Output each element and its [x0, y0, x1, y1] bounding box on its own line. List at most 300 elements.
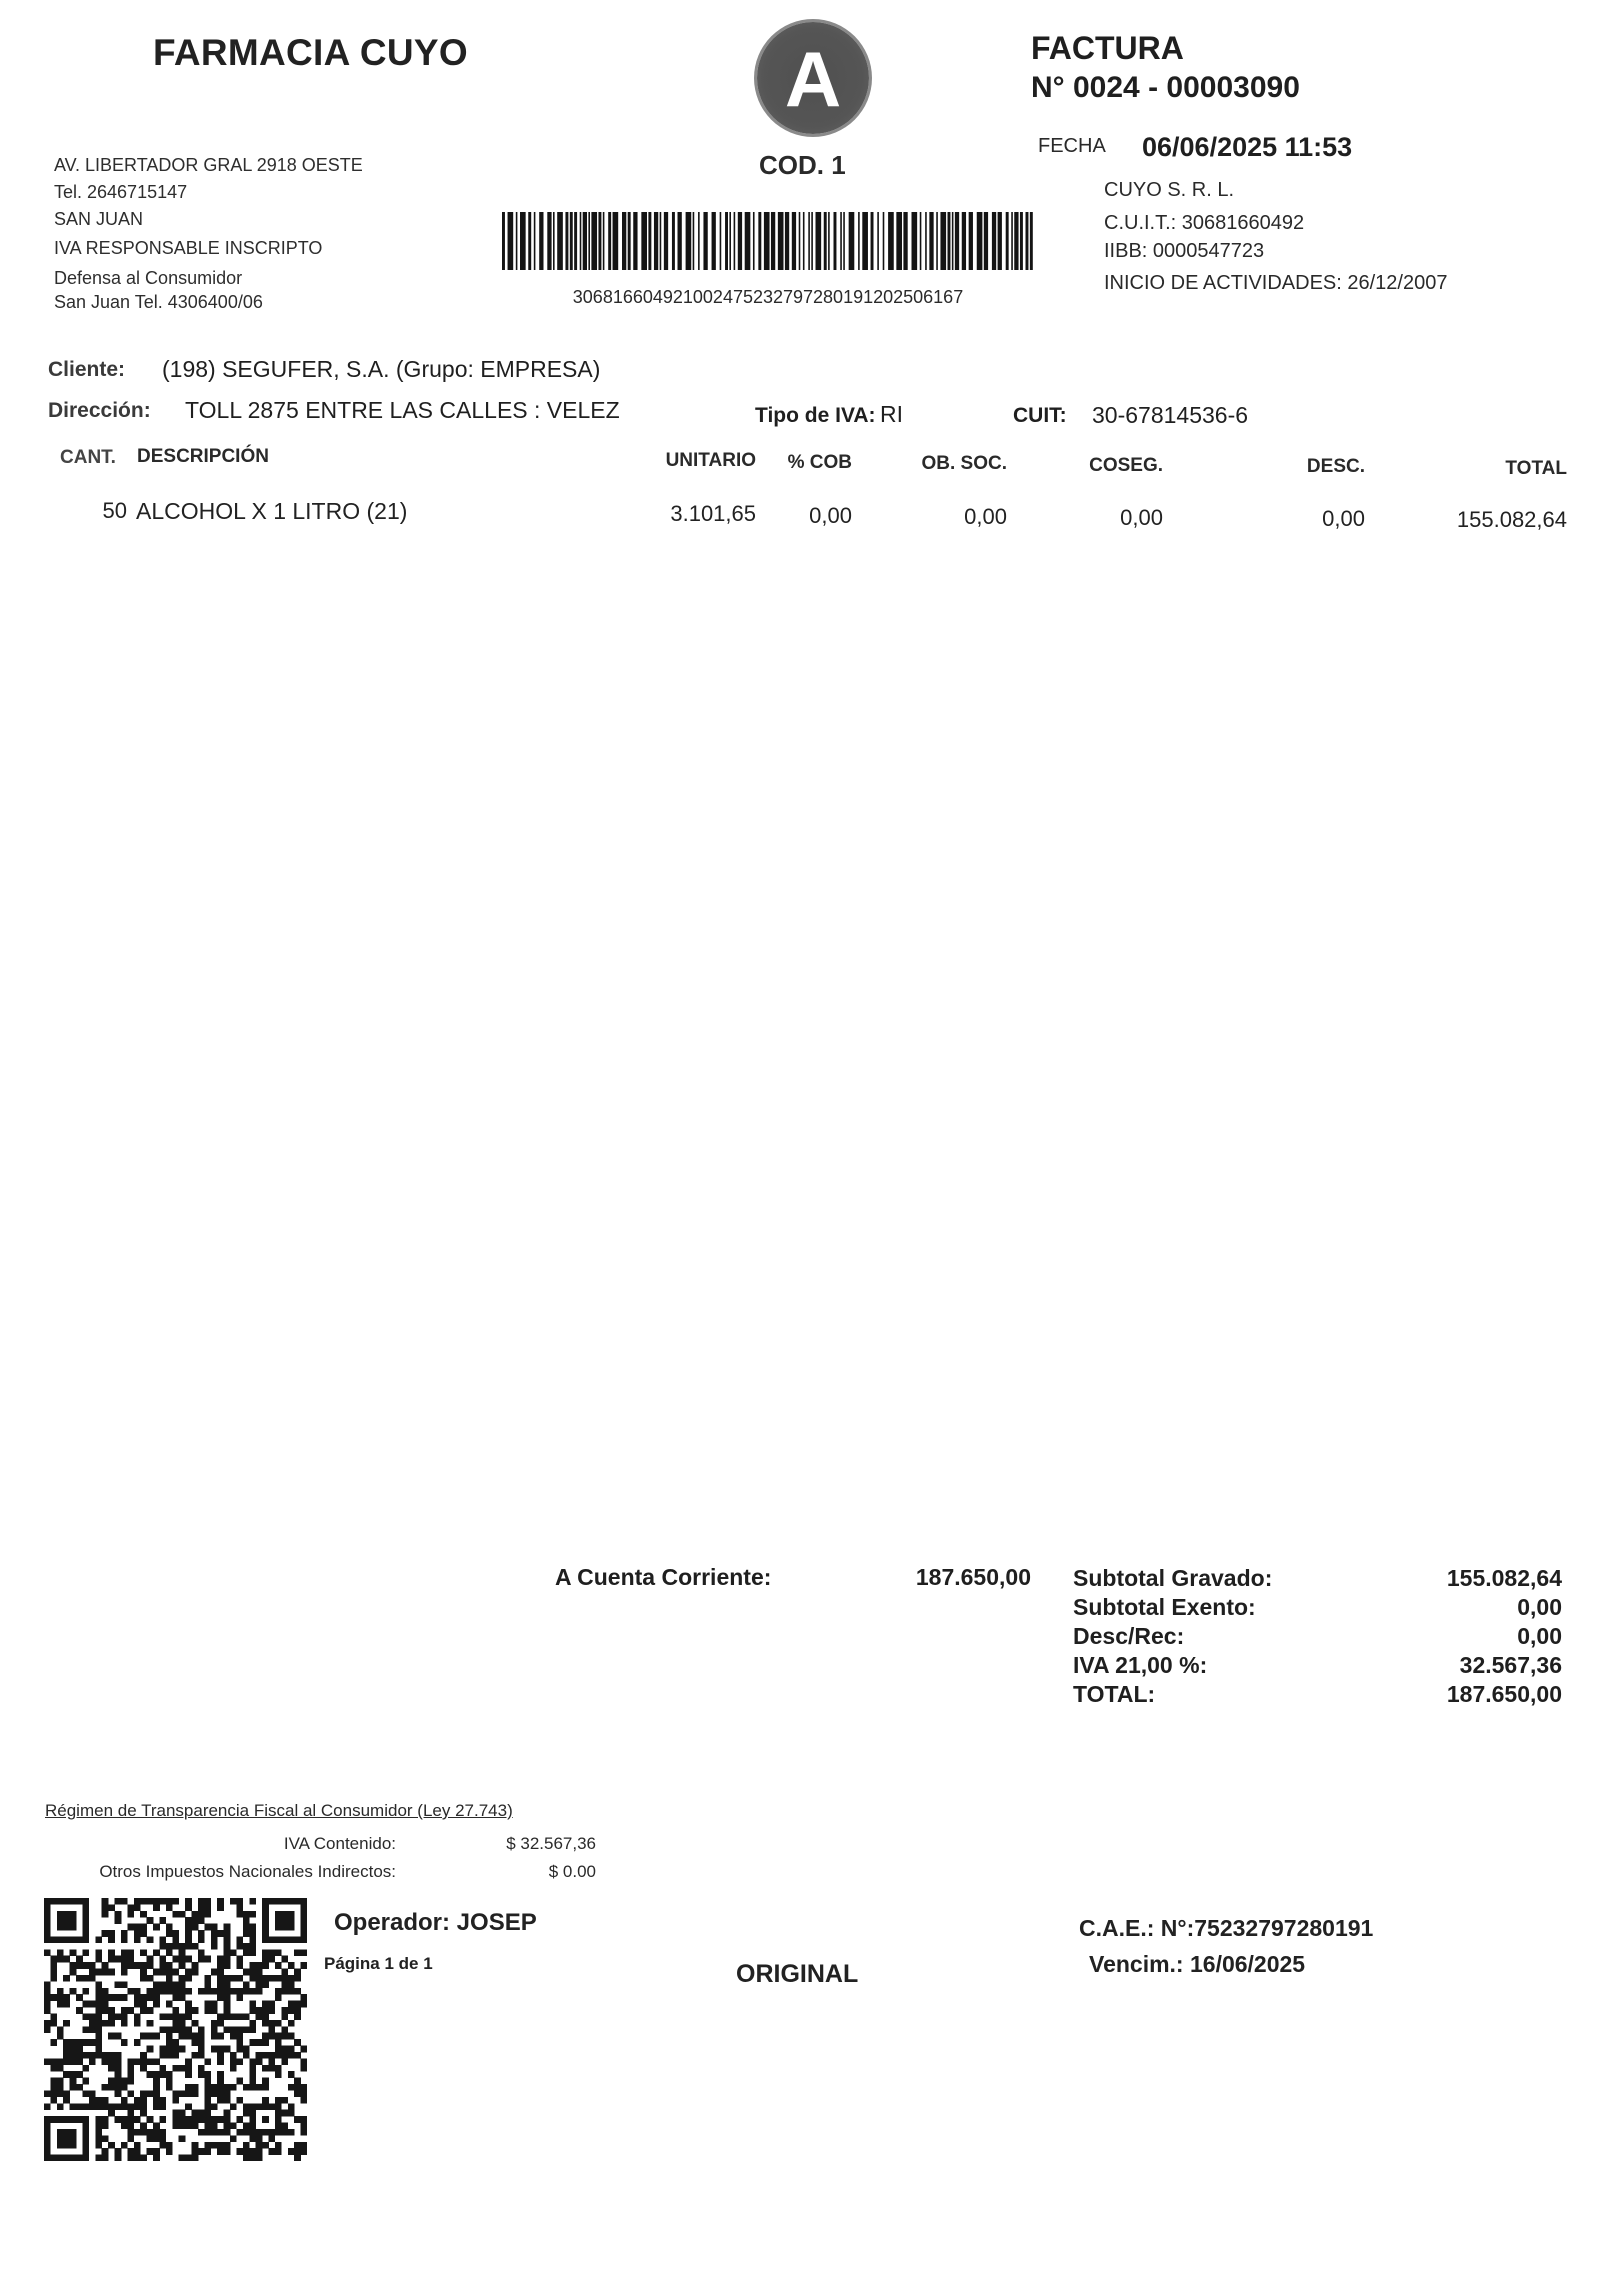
qr-module: [102, 1904, 115, 1911]
qr-module: [89, 2020, 115, 2027]
qr-module: [249, 2116, 256, 2123]
qr-module: [50, 1975, 57, 1982]
qr-module: [243, 2110, 256, 2117]
qr-module: [70, 1962, 96, 1969]
barcode-bar: [877, 212, 879, 270]
qr-module: [204, 2001, 217, 2008]
barcode-bar: [1030, 212, 1033, 270]
qr-module: [185, 1936, 192, 1943]
qr-module: [127, 2129, 166, 2136]
qr-module: [82, 2001, 108, 2008]
qr-module: [166, 1904, 173, 1911]
qr-module: [82, 1904, 89, 1911]
barcode-bar: [516, 212, 518, 270]
qr-module: [50, 2078, 63, 2085]
date-label: FECHA: [1038, 135, 1106, 157]
qr-module: [115, 1981, 128, 1988]
qr-module: [76, 1956, 83, 1963]
barcode-bar: [925, 212, 927, 270]
qr-module: [134, 1936, 141, 1943]
qr-module: [224, 1949, 237, 1956]
row-discount: 0,00: [1322, 506, 1365, 531]
qr-module: [153, 2078, 160, 2085]
qr-module: [249, 2065, 256, 2072]
qr-module: [70, 1949, 77, 1956]
qr-module: [301, 2129, 307, 2136]
qr-module: [236, 2097, 243, 2104]
qr-module: [249, 2007, 275, 2014]
barcode-bar: [948, 212, 951, 270]
transparency-title: Régimen de Transparencia Fiscal al Consumidor (Ley 27.743): [45, 1801, 513, 1820]
issuer-city: SAN JUAN: [54, 209, 144, 229]
qr-module: [140, 1969, 147, 1976]
qr-module: [147, 2020, 154, 2027]
qr-module: [147, 2116, 154, 2123]
barcode: [502, 212, 1034, 270]
qr-module: [102, 1911, 109, 1918]
qr-module: [236, 2078, 243, 2085]
barcode-bar: [570, 212, 573, 270]
qr-module: [102, 2058, 122, 2065]
barcode-bar: [903, 212, 907, 270]
qr-module: [140, 2090, 160, 2097]
qr-module: [275, 2097, 288, 2104]
barcode-bar: [574, 212, 577, 270]
qr-module: [294, 2039, 301, 2046]
barcode-bar: [672, 212, 675, 270]
qr-module: [204, 2097, 211, 2104]
issuer-phone: Tel. 2646715147: [54, 182, 188, 202]
barcode-bar: [598, 212, 601, 270]
barcode-bar: [583, 212, 587, 270]
qr-module: [127, 2155, 147, 2161]
qr-module: [224, 2123, 237, 2130]
barcode-bar: [834, 212, 837, 270]
barcode-bar: [843, 212, 845, 270]
qr-code: [44, 1898, 307, 2161]
qr-module: [82, 1988, 89, 1995]
qr-module: [211, 1930, 231, 1937]
iva-label: IVA 21,00 %:: [1073, 1652, 1208, 1678]
qr-module: [140, 1949, 147, 1956]
qr-module: [159, 2065, 166, 2072]
qr-module: [281, 1981, 294, 1988]
invoice-letter-badge: [757, 22, 869, 134]
qr-module: [44, 1994, 70, 2001]
qr-module: [275, 2123, 288, 2130]
qr-module: [288, 2103, 295, 2110]
operator: Operador: JOSEP: [334, 1909, 537, 1936]
qr-module: [147, 2135, 167, 2142]
qr-module: [301, 2123, 307, 2130]
qr-module: [236, 1994, 243, 2001]
qr-module: [217, 1975, 243, 1982]
qr-module: [50, 2013, 57, 2020]
client-label: Cliente:: [48, 358, 126, 381]
qr-module: [236, 2129, 294, 2136]
qr-module: [147, 1917, 154, 1924]
qr-module: [288, 2084, 307, 2091]
qr-module: [134, 1898, 179, 1905]
qr-module: [166, 2033, 173, 2040]
cae-due-date: Vencim.: 16/06/2025: [1089, 1951, 1306, 1977]
barcode-bar: [785, 212, 789, 270]
qr-module: [172, 2007, 179, 2014]
col-header-cob: % COB: [787, 452, 852, 473]
qr-module: [185, 1924, 198, 1931]
qr-module: [262, 2065, 282, 2072]
qr-module: [211, 2020, 224, 2027]
qr-module: [134, 2097, 147, 2104]
qr-module: [294, 2116, 307, 2123]
qr-module: [217, 1962, 230, 1969]
qr-module: [185, 1898, 192, 1905]
barcode-bar: [547, 212, 551, 270]
iva-value: 32.567,36: [1459, 1652, 1562, 1678]
qr-module: [50, 1969, 57, 1976]
qr-module: [121, 1936, 128, 1943]
qr-module: [121, 1969, 128, 1976]
qr-module: [127, 2135, 134, 2142]
qr-module: [121, 1930, 128, 1937]
qr-module: [198, 1936, 205, 1943]
consumer-defense-phone: San Juan Tel. 4306400/06: [54, 292, 263, 312]
qr-module: [172, 2097, 179, 2104]
subtotal-taxed-value: 155.082,64: [1446, 1565, 1562, 1591]
qr-module: [159, 1943, 198, 1950]
qr-module: [57, 1911, 77, 1918]
qr-module: [153, 1969, 179, 1976]
qr-module: [134, 2001, 147, 2008]
qr-module: [108, 2078, 134, 2085]
qr-module: [44, 1917, 51, 1924]
qr-module: [95, 2155, 108, 2161]
barcode-bar: [641, 212, 647, 270]
qr-module: [294, 2142, 307, 2149]
qr-module: [95, 2033, 102, 2040]
qr-module: [230, 2103, 237, 2110]
qr-module: [95, 2129, 102, 2136]
barcode-bar: [738, 212, 742, 270]
qr-module: [262, 1949, 282, 1956]
client-cuit-label: CUIT:: [1013, 404, 1067, 427]
qr-module: [204, 1981, 211, 1988]
qr-module: [140, 2123, 147, 2130]
document-type: FACTURA: [1031, 30, 1184, 66]
qr-module: [198, 1898, 211, 1905]
barcode-bar: [603, 212, 605, 270]
barcode-bar: [553, 212, 555, 270]
qr-module: [115, 2155, 122, 2161]
qr-module: [44, 2058, 83, 2065]
qr-module: [166, 2148, 173, 2155]
qr-module: [82, 2123, 89, 2130]
qr-module: [115, 2116, 141, 2123]
qr-module: [115, 1898, 128, 1905]
barcode-number: 306816604921002475232797280191202506167: [572, 287, 964, 307]
issuer-iibb: IIBB: 0000547723: [1104, 240, 1265, 262]
qr-module: [134, 2039, 141, 2046]
qr-module: [172, 2110, 185, 2117]
issuer-cuit: C.U.I.T.: 30681660492: [1104, 212, 1305, 234]
qr-module: [281, 1969, 288, 1976]
row-description: ALCOHOL X 1 LITRO (21): [136, 498, 408, 524]
copy-label: ORIGINAL: [736, 1960, 859, 1988]
qr-module: [57, 2135, 77, 2142]
barcode-bar: [936, 212, 938, 270]
qr-module: [147, 1988, 192, 1995]
qr-module: [198, 1988, 262, 1995]
qr-module: [153, 2001, 160, 2008]
qr-module: [275, 1924, 295, 1931]
qr-module: [281, 2007, 301, 2014]
other-taxes-label: Otros Impuestos Nacionales Indirectos:: [99, 1862, 396, 1881]
qr-module: [76, 1994, 83, 2001]
qr-module: [115, 2090, 122, 2097]
row-cob: 0,00: [809, 503, 852, 528]
qr-module: [166, 2001, 173, 2008]
barcode-bar: [771, 212, 775, 270]
qr-module: [172, 2090, 198, 2097]
barcode-bar: [778, 212, 784, 270]
qr-module: [153, 2103, 166, 2110]
qr-module: [243, 1930, 256, 1937]
qr-module: [198, 1930, 205, 1937]
qr-module: [249, 1936, 256, 1943]
qr-module: [95, 1956, 102, 1963]
qr-module: [269, 2058, 276, 2065]
qr-module: [262, 2116, 269, 2123]
qr-module: [44, 1930, 51, 1937]
qr-module: [172, 2116, 230, 2123]
qr-module: [44, 2129, 51, 2136]
col-header-obsoc: OB. SOC.: [921, 453, 1007, 474]
totals-values: [1447, 1567, 1562, 1712]
qr-module: [185, 1917, 205, 1924]
qr-module: [224, 1924, 231, 1931]
qr-module: [166, 1930, 179, 1937]
qr-module: [249, 2001, 256, 2008]
qr-module: [108, 2142, 115, 2149]
qr-module: [179, 2135, 186, 2142]
qr-module: [236, 1904, 243, 1911]
qr-module: [275, 2039, 282, 2046]
qr-module: [243, 1917, 250, 1924]
qr-module: [140, 2033, 160, 2040]
qr-module: [172, 1994, 185, 2001]
issuer-start-date: INICIO DE ACTIVIDADES: 26/12/2007: [1104, 272, 1448, 294]
barcode-bar: [840, 212, 842, 270]
qr-module: [57, 1917, 77, 1924]
qr-module: [44, 2007, 51, 2014]
qr-module: [230, 2033, 243, 2040]
qr-module: [275, 2142, 282, 2149]
qr-module: [243, 1924, 256, 1931]
qr-module: [115, 1911, 122, 1918]
qr-module: [57, 2001, 70, 2008]
qr-module: [262, 2020, 282, 2027]
qr-module: [198, 1956, 211, 1963]
qr-module: [44, 2142, 51, 2149]
barcode-bar: [816, 212, 822, 270]
qr-module: [63, 2097, 70, 2104]
qr-module: [153, 1924, 160, 1931]
account-value: 187.650,00: [915, 1564, 1031, 1590]
qr-module: [230, 2052, 237, 2059]
qr-module: [185, 1969, 198, 1976]
qr-module: [121, 2039, 128, 2046]
qr-module: [172, 1911, 185, 1918]
barcode-bar: [896, 212, 902, 270]
qr-module: [140, 2110, 147, 2117]
barcode-bar: [745, 212, 751, 270]
qr-module: [224, 1943, 231, 1950]
consumer-defense: Defensa al Consumidor: [54, 268, 243, 288]
qr-module: [44, 1981, 51, 1988]
qr-module: [63, 2052, 121, 2059]
qr-module: [44, 2026, 51, 2033]
barcode-bar: [792, 212, 796, 270]
qr-module: [211, 1936, 218, 1943]
barcode-bar: [912, 212, 918, 270]
qr-module: [63, 2046, 83, 2053]
qr-module: [243, 1981, 250, 1988]
qr-module: [127, 1904, 140, 1911]
qr-module: [50, 2084, 63, 2091]
qr-module: [301, 2046, 307, 2053]
qr-module: [57, 1924, 77, 1931]
qr-module: [185, 2001, 192, 2008]
qr-module: [192, 2148, 212, 2155]
qr-module: [44, 2148, 51, 2155]
qr-module: [102, 1962, 109, 1969]
qr-module: [89, 1969, 115, 1976]
qr-module: [82, 2078, 89, 2085]
barcode-bar: [703, 212, 707, 270]
qr-module: [166, 2039, 179, 2046]
barcode-bar: [729, 212, 731, 270]
qr-module: [172, 2020, 185, 2027]
barcode-bar: [799, 212, 801, 270]
qr-module: [147, 1956, 154, 1963]
qr-module: [269, 2148, 282, 2155]
qr-module: [217, 2052, 224, 2059]
qr-module: [294, 1969, 301, 1976]
qr-module: [185, 2084, 198, 2091]
qr-module: [294, 2013, 301, 2020]
qr-module: [127, 1924, 147, 1931]
qr-module: [262, 2033, 294, 2040]
qr-module: [57, 1988, 64, 1995]
qr-module: [172, 1956, 192, 1963]
qr-module: [50, 1962, 57, 1969]
qr-module: [57, 2129, 77, 2136]
qr-module: [159, 1936, 166, 1943]
qr-module: [127, 2065, 134, 2072]
qr-module: [224, 1936, 231, 1943]
qr-module: [301, 1924, 307, 1931]
qr-module: [159, 2116, 166, 2123]
qr-module: [82, 2013, 102, 2020]
discount-surcharge-value: 0,00: [1517, 1623, 1562, 1649]
qr-module: [243, 2052, 250, 2059]
qr-module: [262, 2097, 269, 2104]
qr-module: [108, 1956, 134, 1963]
barcode-bar: [1014, 212, 1018, 270]
qr-module: [95, 2116, 108, 2123]
barcode-bar: [633, 212, 637, 270]
qr-module: [89, 2058, 96, 2065]
qr-module: [198, 2065, 205, 2072]
qr-module: [211, 2033, 224, 2040]
qr-module: [211, 2026, 218, 2033]
qr-module: [294, 2090, 307, 2097]
qr-module: [44, 2103, 51, 2110]
qr-module: [301, 2097, 307, 2104]
qr-module: [115, 2148, 122, 2155]
barcode-bar: [648, 212, 651, 270]
qr-module: [121, 1949, 134, 1956]
qr-module: [44, 2020, 57, 2027]
qr-module: [57, 2033, 64, 2040]
qr-module: [198, 2026, 205, 2033]
qr-module: [159, 2046, 185, 2053]
qr-module: [82, 2148, 89, 2155]
barcode-bar: [520, 212, 526, 270]
barcode-bar: [628, 212, 631, 270]
qr-module: [121, 2020, 128, 2027]
qr-module: [243, 2103, 282, 2110]
qr-module: [108, 2033, 121, 2040]
iva-contained-value: $ 32.567,36: [506, 1834, 596, 1853]
qr-module: [185, 1904, 192, 1911]
client-cuit-value: 30-67814536-6: [1092, 402, 1249, 428]
subtotal-exempt-value: 0,00: [1517, 1594, 1562, 1620]
qr-module: [236, 2148, 262, 2155]
qr-module: [108, 1936, 115, 1943]
barcode-bar: [992, 212, 996, 270]
qr-module: [243, 2142, 250, 2149]
barcode-bar: [678, 212, 682, 270]
qr-module: [236, 2039, 243, 2046]
qr-module: [127, 2058, 159, 2065]
qr-module: [217, 1981, 230, 1988]
barcode-bar: [654, 212, 658, 270]
grand-total-label: TOTAL:: [1073, 1681, 1156, 1707]
qr-module: [262, 1911, 269, 1918]
qr-module: [281, 2058, 288, 2065]
col-header-discount: DESC.: [1306, 456, 1365, 477]
qr-module: [63, 1975, 70, 1982]
qr-module: [44, 1988, 51, 1995]
qr-module: [204, 2078, 211, 2085]
qr-module: [115, 1917, 122, 1924]
qr-module: [166, 2078, 173, 2085]
qr-module: [44, 1898, 89, 1905]
qr-module: [275, 2046, 295, 2053]
qr-module: [230, 1898, 243, 1905]
qr-module: [153, 2097, 166, 2104]
qr-module: [288, 2020, 295, 2027]
invoice-code: COD. 1: [759, 150, 846, 180]
qr-module: [243, 1949, 256, 1956]
qr-module: [50, 1956, 70, 1963]
qr-module: [76, 1975, 96, 1982]
qr-module: [121, 2097, 128, 2104]
qr-module: [230, 2058, 243, 2065]
barcode-bar: [1006, 212, 1009, 270]
qr-module: [44, 1904, 51, 1911]
